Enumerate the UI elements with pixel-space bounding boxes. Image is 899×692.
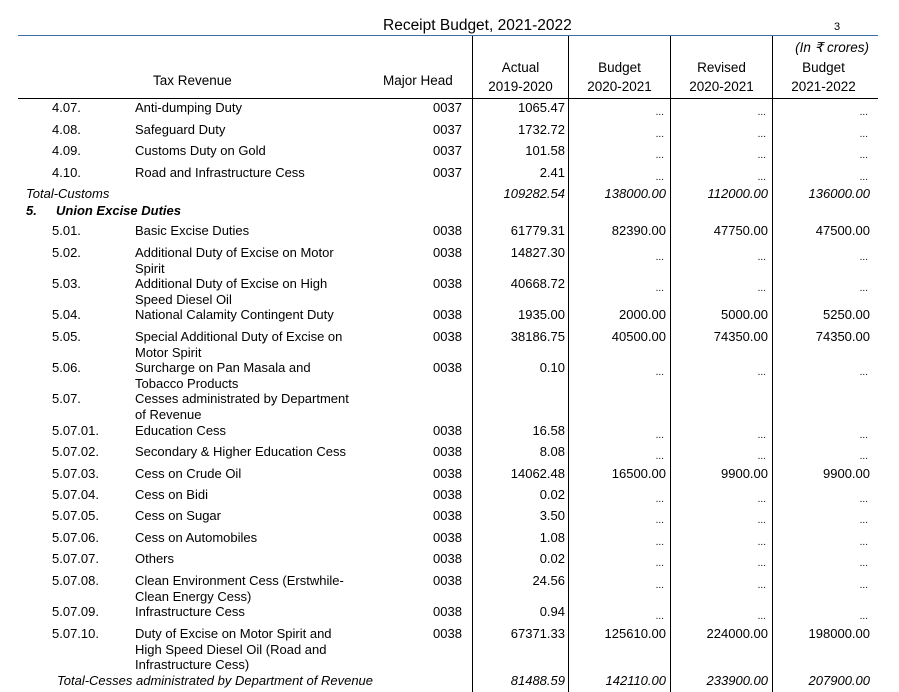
ellipsis-placeholder: ... [757, 580, 766, 591]
actual-value: 61779.31 [510, 223, 565, 238]
revised-value: 233900.00 [706, 673, 768, 688]
actual-value: 24.56 [532, 573, 565, 588]
budget-next-value: 198000.00 [808, 626, 870, 641]
actual-value: 67371.33 [510, 626, 565, 641]
major-head-code: 0038 [433, 444, 462, 459]
ellipsis-placeholder: ... [859, 367, 868, 378]
actual-header-year: 2019-2020 [488, 79, 553, 94]
ellipsis-placeholder: ... [859, 558, 868, 569]
ellipsis-placeholder: ... [655, 537, 664, 548]
revised-header-label: Revised [697, 60, 746, 75]
header-bottom-rule [18, 98, 878, 99]
column-divider [670, 36, 671, 692]
column-divider [772, 36, 773, 692]
tax-revenue-header: Tax Revenue [153, 73, 232, 88]
item-description: Special Additional Duty of Excise on [135, 329, 343, 344]
item-code: 5.04. [52, 307, 81, 322]
ellipsis-placeholder: ... [655, 150, 664, 161]
budget-value: 16500.00 [611, 466, 666, 481]
item-code: 5.07.07. [52, 551, 99, 566]
revised-value: 5000.00 [721, 307, 768, 322]
ellipsis-placeholder: ... [655, 430, 664, 441]
actual-value: 16.58 [532, 423, 565, 438]
item-code: 5.05. [52, 329, 81, 344]
major-head-header: Major Head [383, 73, 453, 88]
actual-value: 0.02 [539, 551, 565, 566]
ellipsis-placeholder: ... [757, 611, 766, 622]
major-head-code: 0038 [433, 307, 462, 322]
ellipsis-placeholder: ... [655, 515, 664, 526]
ellipsis-placeholder: ... [859, 150, 868, 161]
item-code: 5.07. [52, 391, 81, 406]
budget-header-label: Budget [598, 60, 641, 75]
item-description: High Speed Diesel Oil (Road and [135, 641, 327, 657]
major-head-code: 0037 [433, 165, 462, 180]
budget-next-value: 207900.00 [808, 673, 870, 688]
budget-value: 125610.00 [604, 626, 666, 641]
major-head-code: 0038 [433, 487, 462, 502]
budget-next-column-header [773, 58, 874, 96]
ellipsis-placeholder: ... [655, 580, 664, 591]
actual-value: 40668.72 [510, 276, 565, 291]
total-customs-label: Total-Customs [26, 186, 110, 201]
ellipsis-placeholder: ... [757, 172, 766, 183]
revised-value: 112000.00 [707, 186, 768, 201]
budget-next-value: 136000.00 [808, 186, 870, 201]
item-description: Cess on Bidi [135, 487, 208, 502]
revised-column-header [671, 58, 772, 96]
budget-next-header-year: 2021-2022 [791, 79, 856, 94]
actual-value: 0.94 [539, 604, 565, 619]
ellipsis-placeholder: ... [655, 367, 664, 378]
budget-value: 142110.00 [605, 673, 666, 688]
ellipsis-placeholder: ... [757, 150, 766, 161]
item-code: 5.07.09. [52, 604, 99, 619]
item-description: Road and Infrastructure Cess [135, 165, 305, 180]
ellipsis-placeholder: ... [859, 580, 868, 591]
item-description: Education Cess [135, 423, 227, 438]
item-code: 4.07. [52, 100, 81, 115]
actual-value: 2.41 [539, 165, 565, 180]
ellipsis-placeholder: ... [757, 367, 766, 378]
column-divider [472, 36, 473, 692]
item-code: 5.07.04. [52, 487, 99, 502]
major-head-code: 0038 [433, 551, 462, 566]
item-code: 5.07.10. [52, 626, 99, 641]
major-head-code: 0038 [433, 360, 462, 375]
item-code: 5.07.02. [52, 444, 99, 459]
budget-value: 82390.00 [611, 223, 666, 238]
major-head-code: 0038 [433, 276, 462, 291]
revised-value: 224000.00 [706, 626, 768, 641]
major-head-code: 0037 [433, 143, 462, 158]
ellipsis-placeholder: ... [757, 430, 766, 441]
item-description: Motor Spirit [135, 344, 202, 360]
major-head-code: 0038 [433, 626, 462, 641]
item-description: Speed Diesel Oil [135, 291, 232, 307]
item-description: Others [135, 551, 175, 566]
ellipsis-placeholder: ... [859, 107, 868, 118]
budget-next-header-label: Budget [802, 60, 845, 75]
ellipsis-placeholder: ... [655, 172, 664, 183]
section-code: 5. [26, 203, 37, 218]
item-description: Additional Duty of Excise on High [135, 276, 328, 291]
actual-value: 109282.54 [503, 186, 565, 201]
actual-value: 81488.59 [510, 673, 565, 688]
item-description: Spirit [135, 260, 165, 276]
page-number: 3 [834, 21, 841, 33]
ellipsis-placeholder: ... [859, 611, 868, 622]
item-description: of Revenue [135, 406, 202, 422]
actual-value: 14827.30 [510, 245, 565, 260]
revised-value: 74350.00 [713, 329, 768, 344]
budget-next-value: 5250.00 [823, 307, 870, 322]
ellipsis-placeholder: ... [859, 494, 868, 505]
item-description: Cess on Crude Oil [135, 466, 242, 481]
budget-value: 2000.00 [619, 307, 666, 322]
budget-next-value: 47500.00 [815, 223, 870, 238]
item-code: 5.07.01. [52, 423, 99, 438]
ellipsis-placeholder: ... [859, 515, 868, 526]
major-head-code: 0038 [433, 329, 462, 344]
ellipsis-placeholder: ... [655, 129, 664, 140]
ellipsis-placeholder: ... [757, 129, 766, 140]
actual-value: 3.50 [539, 508, 565, 523]
item-code: 5.07.03. [52, 466, 99, 481]
item-description: Anti-dumping Duty [135, 100, 242, 115]
item-description: Infrastructure Cess) [135, 657, 250, 672]
ellipsis-placeholder: ... [757, 283, 766, 294]
item-description: Customs Duty on Gold [135, 143, 266, 158]
actual-value: 38186.75 [510, 329, 565, 344]
budget-value: 138000.00 [604, 186, 666, 201]
revised-value: 9900.00 [721, 466, 768, 481]
item-code: 4.09. [52, 143, 81, 158]
ellipsis-placeholder: ... [655, 283, 664, 294]
major-head-code: 0038 [433, 245, 462, 260]
major-head-code: 0038 [433, 423, 462, 438]
budget-header-year: 2020-2021 [587, 79, 652, 94]
item-code: 5.06. [52, 360, 81, 375]
actual-value: 1065.47 [518, 100, 565, 115]
budget-next-value: 74350.00 [815, 329, 870, 344]
ellipsis-placeholder: ... [757, 107, 766, 118]
actual-value: 0.02 [539, 487, 565, 502]
ellipsis-placeholder: ... [859, 430, 868, 441]
item-description: Cess on Sugar [135, 508, 221, 523]
item-description: Clean Energy Cess) [135, 588, 252, 604]
ellipsis-placeholder: ... [859, 252, 868, 263]
item-description: National Calamity Contingent Duty [135, 307, 334, 322]
item-description: Safeguard Duty [135, 122, 226, 137]
item-description: Basic Excise Duties [135, 223, 250, 238]
major-head-code: 0038 [433, 573, 462, 588]
ellipsis-placeholder: ... [757, 537, 766, 548]
item-code: 5.02. [52, 245, 81, 260]
actual-value: 1732.72 [518, 122, 565, 137]
major-head-code: 0038 [433, 508, 462, 523]
actual-header-label: Actual [501, 60, 540, 75]
ellipsis-placeholder: ... [757, 494, 766, 505]
ellipsis-placeholder: ... [859, 451, 868, 462]
unit-note: (In ₹ crores) [795, 40, 869, 55]
page-title: Receipt Budget, 2021-2022 [383, 17, 572, 34]
ellipsis-placeholder: ... [655, 451, 664, 462]
item-code: 5.01. [52, 223, 81, 238]
ellipsis-placeholder: ... [859, 283, 868, 294]
item-code: 5.03. [52, 276, 81, 291]
ellipsis-placeholder: ... [655, 558, 664, 569]
budget-column-header [569, 58, 670, 96]
ellipsis-placeholder: ... [655, 107, 664, 118]
item-code: 4.10. [52, 165, 81, 180]
item-description: Secondary & Higher Education Cess [135, 444, 347, 459]
total-cesses-label: Total-Cesses administrated by Department of Revenue [57, 673, 374, 688]
major-head-code: 0038 [433, 530, 462, 545]
ellipsis-placeholder: ... [655, 611, 664, 622]
item-description: Cess on Automobiles [135, 530, 258, 545]
actual-value: 8.08 [539, 444, 565, 459]
ellipsis-placeholder: ... [859, 129, 868, 140]
major-head-code: 0038 [433, 466, 462, 481]
item-code: 5.07.08. [52, 573, 99, 588]
revised-header-year: 2020-2021 [689, 79, 754, 94]
item-description: Infrastructure Cess [135, 604, 245, 619]
revised-value: 47750.00 [713, 223, 768, 238]
actual-value: 101.58 [525, 143, 565, 158]
item-code: 5.07.06. [52, 530, 99, 545]
ellipsis-placeholder: ... [757, 515, 766, 526]
budget-next-value: 9900.00 [823, 466, 870, 481]
ellipsis-placeholder: ... [757, 558, 766, 569]
item-description: Additional Duty of Excise on Motor [135, 245, 334, 260]
ellipsis-placeholder: ... [859, 537, 868, 548]
actual-value: 14062.48 [510, 466, 565, 481]
item-description: Surcharge on Pan Masala and [135, 360, 311, 375]
actual-value: 0.10 [539, 360, 565, 375]
item-description: Cesses administrated by Department [135, 391, 349, 406]
ellipsis-placeholder: ... [655, 494, 664, 505]
header-rule [18, 35, 878, 36]
ellipsis-placeholder: ... [859, 172, 868, 183]
budget-value: 40500.00 [611, 329, 666, 344]
item-description: Duty of Excise on Motor Spirit and [135, 626, 332, 641]
item-code: 5.07.05. [52, 508, 99, 523]
item-description: Clean Environment Cess (Erstwhile- [135, 573, 344, 588]
ellipsis-placeholder: ... [757, 252, 766, 263]
major-head-code: 0037 [433, 122, 462, 137]
ellipsis-placeholder: ... [757, 451, 766, 462]
item-description: Tobacco Products [135, 375, 239, 391]
actual-column-header [473, 58, 568, 96]
actual-value: 1935.00 [518, 307, 565, 322]
actual-value: 1.08 [539, 530, 565, 545]
section-title: Union Excise Duties [56, 203, 181, 218]
major-head-code: 0037 [433, 100, 462, 115]
major-head-code: 0038 [433, 604, 462, 619]
major-head-code: 0038 [433, 223, 462, 238]
column-divider [568, 36, 569, 692]
item-code: 4.08. [52, 122, 81, 137]
ellipsis-placeholder: ... [655, 252, 664, 263]
